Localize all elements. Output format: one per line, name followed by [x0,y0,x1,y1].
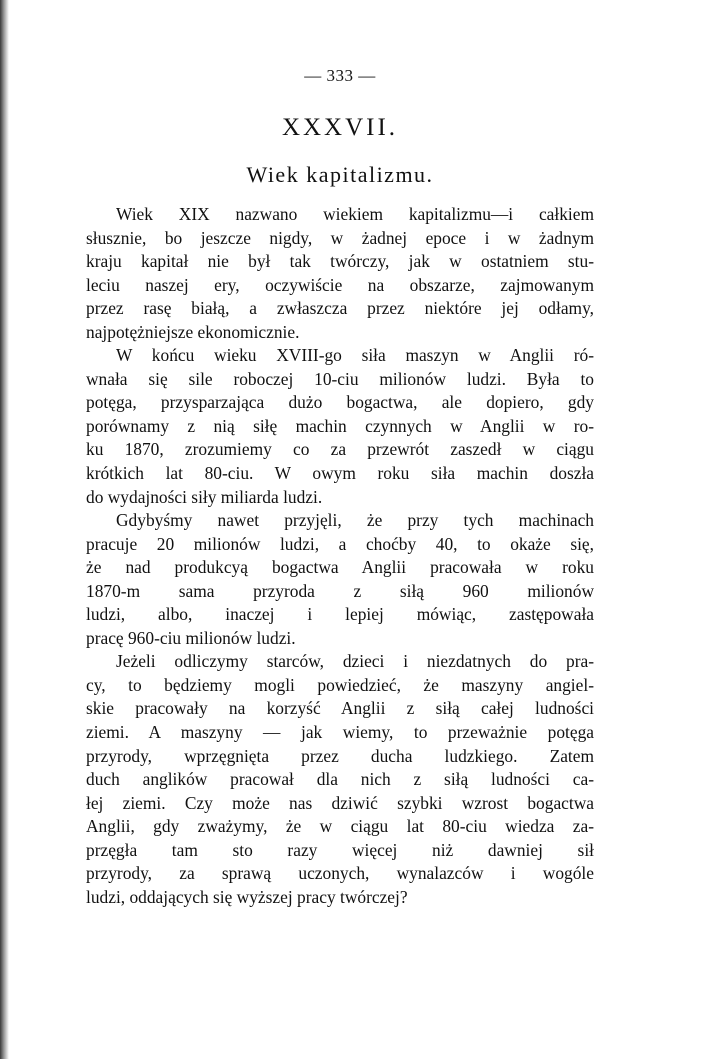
body-text [86,203,594,909]
text-line: Anglii, gdy zważymy, że w ciągu lat 80-ciu wiedza za- [86,816,594,837]
text-line: potęga, przysparzająca dużo bogactwa, ale dopiero, gdy [86,392,594,413]
text-line: krótkich lat 80-ciu. W owym roku siła machin doszła [86,463,594,484]
text-line: pracę 960-ciu milionów ludzi. [86,627,296,648]
text-line: ku 1870, zrozumiemy co za przewrót zaszedł w ciągu [86,439,594,460]
text-line: najpotężniejsze ekonomicznie. [86,321,300,342]
text-line: W końcu wieku XVIII-go siła maszyn w Anglii ró- [116,345,594,366]
text-line: do wydajności siły miliarda ludzi. [86,486,323,507]
text-line: Jeżeli odliczymy starców, dzieci i niezdatnych do pra- [116,651,594,672]
text-line: przez rasę białą, a zwłaszcza przez niektóre jej odłamy, [86,298,594,319]
scan-edge [0,0,9,1059]
text-line: leciu naszej ery, oczywiście na obszarze, zajmowanym [86,274,594,295]
text-line: pracuje 20 milionów ludzi, a choćby 40, to okaże się, [86,533,594,554]
text-line: porównamy z nią siłę machin czynnych w Anglii w ro- [86,415,594,436]
chapter-title: Wiek kapitalizmu. [246,162,434,187]
text-line: że nad produkcyą bogactwa Anglii pracowała w roku [86,557,594,578]
text-line: słusznie, bo jeszcze nigdy, w żadnej epoce i w żadnym [86,227,594,248]
text-line: 1870-m sama przyroda z siłą 960 milionów [86,580,594,601]
text-line: łej ziemi. Czy może nas dziwić szybki wzrost bogactwa [86,792,594,813]
text-line: przyrody, wprzęgnięta przez ducha ludzkiego. Zatem [86,745,594,766]
text-line: wnała się sile roboczej 10-ciu milionów ludzi. Była to [86,368,594,389]
text-line: przyrody, za sprawą uczonych, wynalazców i wogóle [86,863,594,884]
text-line: ziemi. A maszyny — jak wiemy, to przeważnie potęga [86,722,594,743]
text-line: ludzi, albo, inaczej i lepiej mówiąc, zastępowała [86,604,594,625]
chapter-number: XXXVII. [281,114,399,141]
text-line: skie pracowały na korzyść Anglii z siłą całej ludności [86,698,594,719]
text-line: cy, to będziemy mogli powiedzieć, że maszyny angiel- [86,674,594,695]
text-line: ludzi, oddających się wyższej pracy twórczej? [86,886,408,907]
text-line: przęgła tam sto razy więcej niż dawniej sił [86,839,594,860]
text-line: Gdybyśmy nawet przyjęli, że przy tych machinach [116,510,594,531]
page-number: — 333 — [304,66,376,85]
text-line: duch anglików pracował dla nich z siłą ludności ca- [86,769,594,790]
text-line: Wiek XIX nazwano wiekiem kapitalizmu—i całkiem [116,204,594,224]
text-line: kraju kapitał nie był tak twórczy, jak w ostatniem stu- [86,251,594,272]
